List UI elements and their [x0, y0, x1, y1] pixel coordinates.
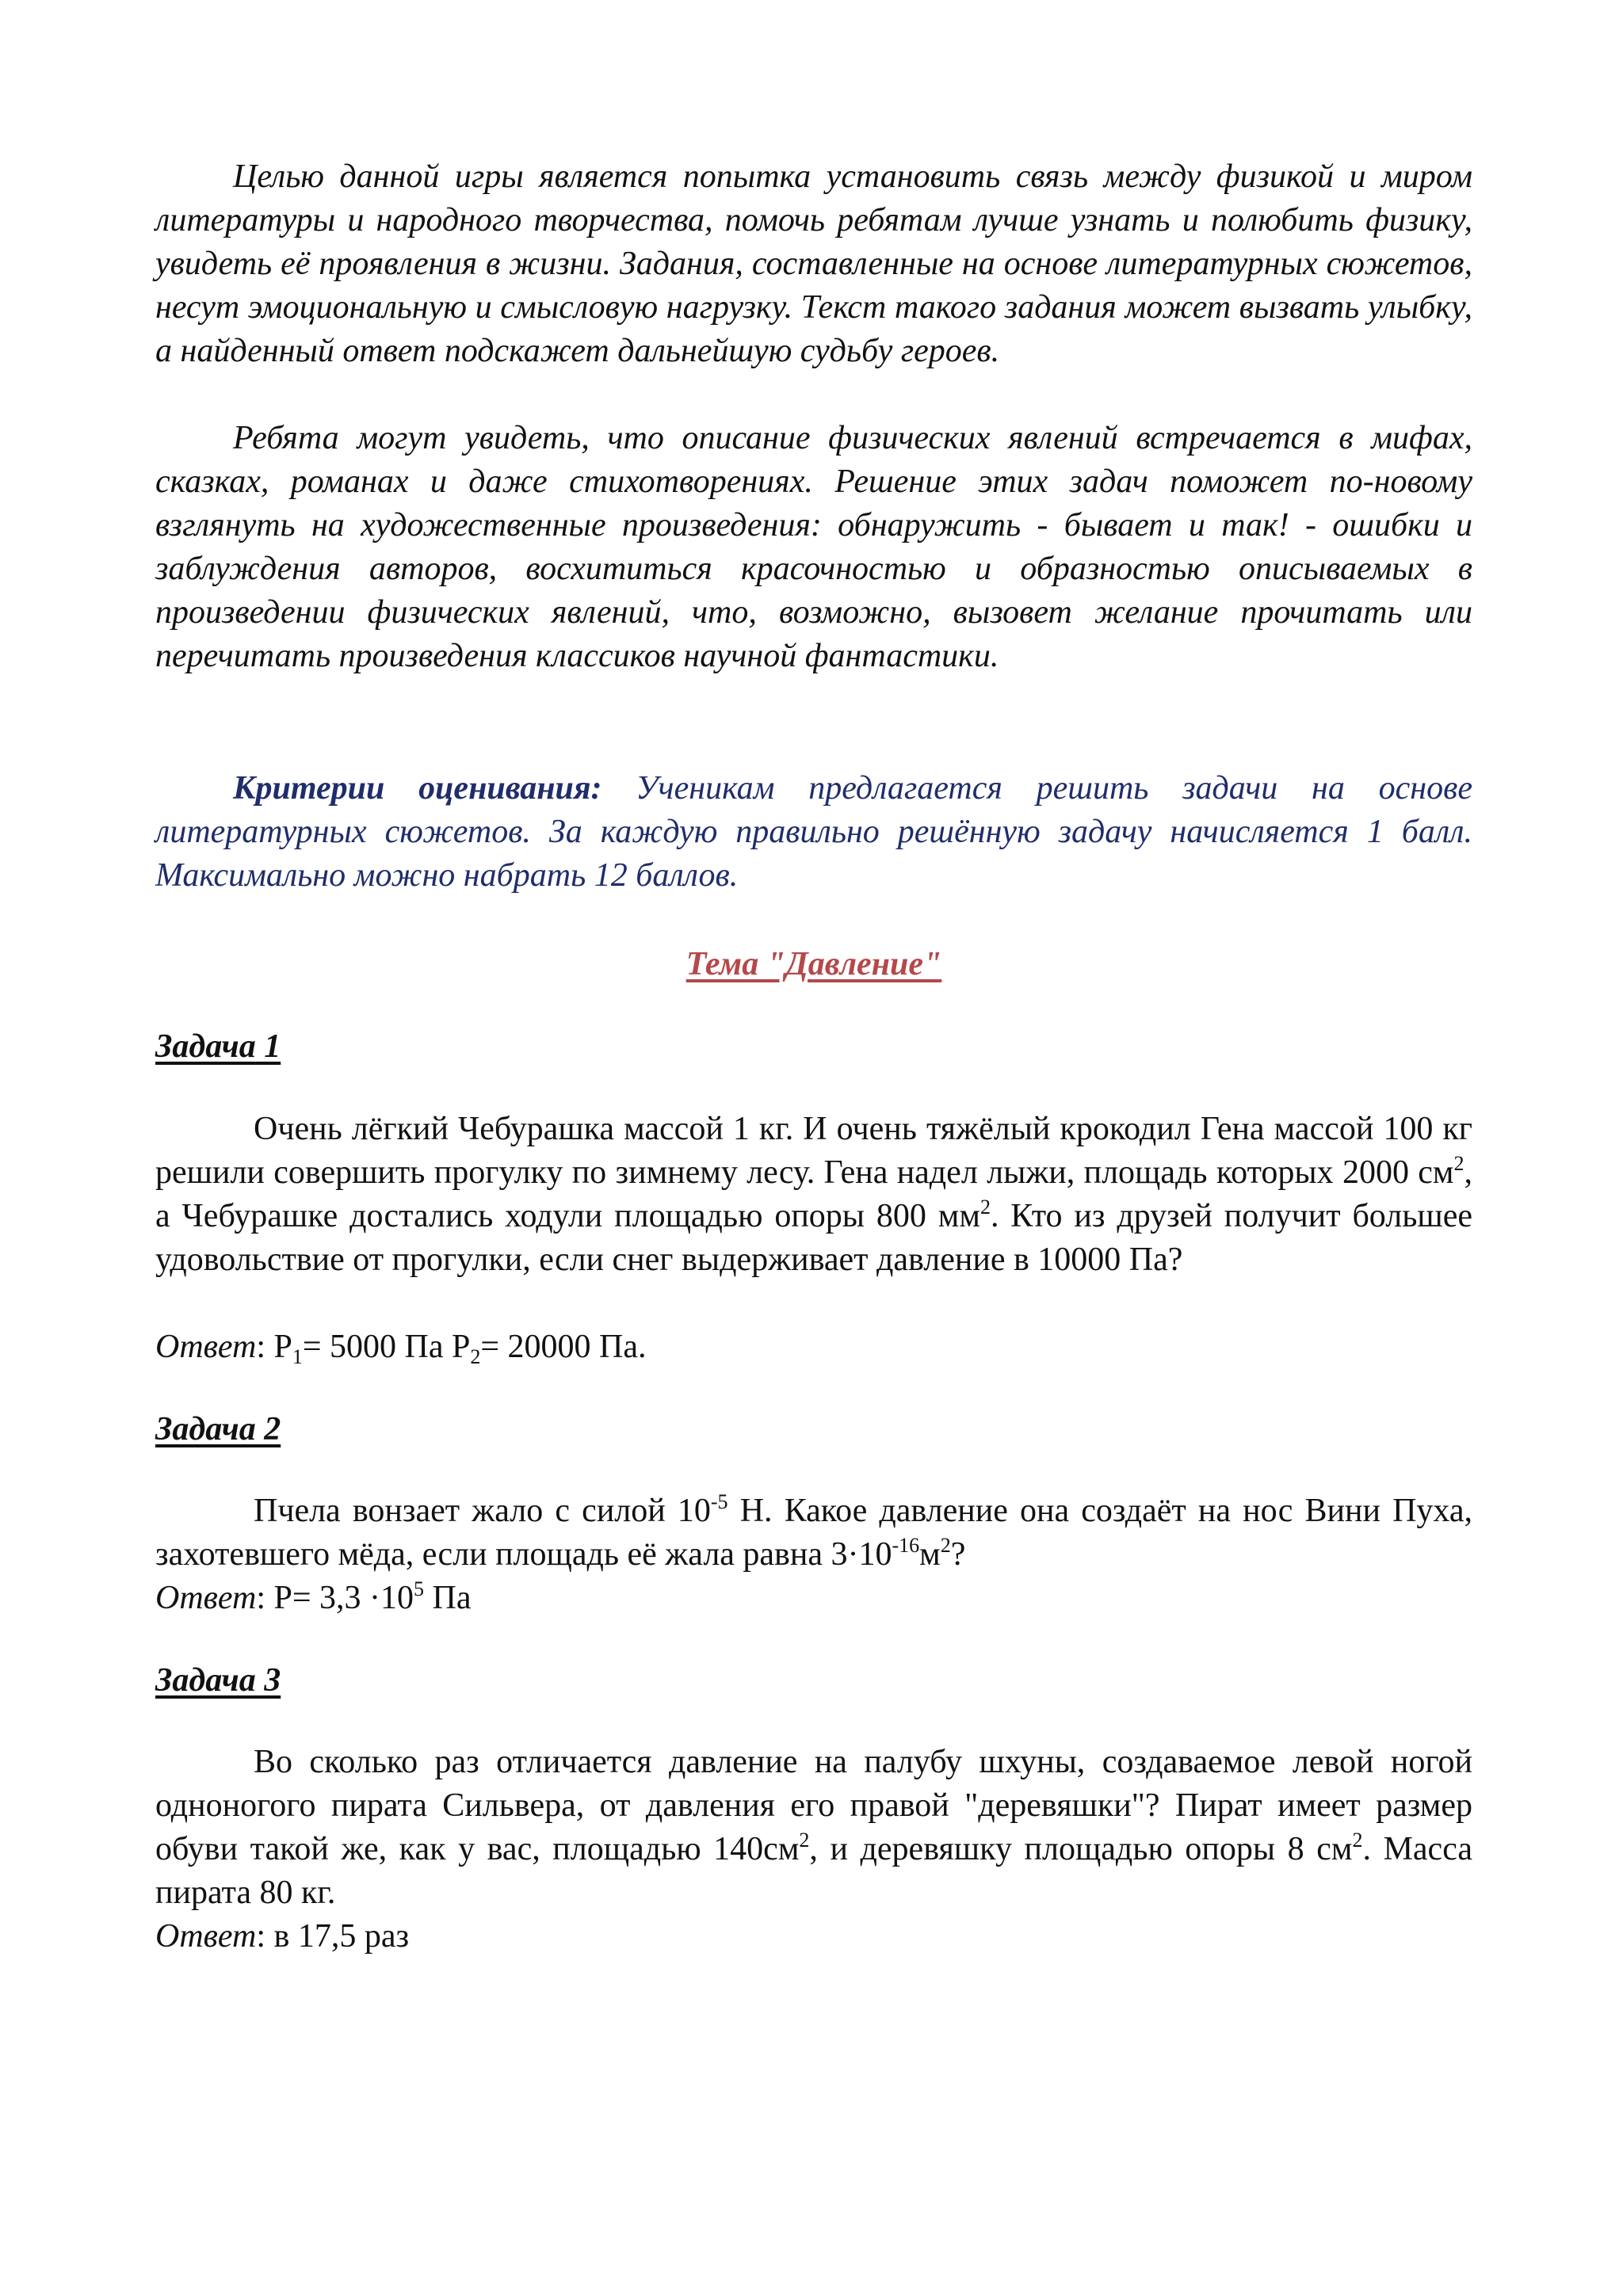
task-1-text: , а Чебурашке достались ходули площадью опоры 800 мм	[155, 1154, 1472, 1234]
answer-text: P= 3,3 ·10	[273, 1580, 414, 1616]
criteria-label: Критерии оценивания:	[233, 770, 602, 807]
answer-text: P	[273, 1329, 292, 1365]
task-1-sup: 2	[980, 1196, 991, 1219]
task-3-text: Во сколько раз отличается давление на палубу шхуны, создаваемое левой ногой одноногого пирата Сильвера, от давления его правой "деревяшки"? Пират имеет размер обуви такой же, как у вас, площадью 140см	[155, 1744, 1472, 1867]
task-3-text: . Масса пирата 80 кг.	[155, 1831, 1472, 1911]
answer-sup: 5	[414, 1577, 425, 1600]
answer-sub: 1	[292, 1345, 303, 1368]
task-2-text: ?	[950, 1536, 966, 1573]
answer-label: Ответ	[155, 1329, 257, 1365]
task-2-body	[155, 1489, 1472, 1577]
task-2-sup: -5	[710, 1490, 728, 1513]
answer-text: = 5000 Па P	[302, 1329, 471, 1365]
intro-paragraph-2: Ребята могут увидеть, что описание физических явлений встречается в мифах, сказках, романах и даже стихотворениях. Решение этих задач поможет по-новому взглянуть на художественные произведения: обнаружить - бывает и так! - ошибки и заблуждения авторов, восхититься красочностью и образностью описываемых в произведении физических явлений, что, возможно, вызовет желание прочитать или перечитать произведения классиков научной фантастики.	[155, 420, 1472, 674]
task-1-title: Задача 1	[155, 1028, 281, 1065]
task-2-text: Пчела вонзает жало с силой 10	[254, 1493, 711, 1529]
answer-label: Ответ	[155, 1580, 257, 1616]
task-1-text: . Кто из друзей получит большее удовольствие от прогулки, если снег выдерживает давление в 10000 Па?	[155, 1198, 1472, 1278]
task-2-sup: 2	[940, 1534, 951, 1557]
criteria-text: Ученикам предлагается решить задачи на основе литературных сюжетов. За каждую правильно решённую задачу начисляется 1 балл. Максимально можно набрать 12 баллов.	[155, 770, 1472, 894]
task-3-title: Задача 3	[155, 1662, 281, 1699]
task-1-body	[155, 1108, 1472, 1282]
criteria-paragraph	[155, 767, 1472, 898]
answer-text: Па	[424, 1580, 472, 1616]
task-1-text: Очень лёгкий Чебурашка массой 1 кг. И очень тяжёлый крокодил Гена массой 100 кг решили совершить прогулку по зимнему лесу. Гена надел лыжи, площадь которых 2000 см	[155, 1111, 1472, 1191]
task-2-sup: -16	[892, 1534, 920, 1557]
answer-label: Ответ	[155, 1918, 257, 1955]
task-2-text: м	[919, 1536, 941, 1573]
task-3-sup: 2	[799, 1829, 810, 1852]
task-3-sup: 2	[1352, 1829, 1363, 1852]
topic-heading: Тема "Давление"	[685, 946, 942, 982]
answer-sub: 2	[470, 1345, 481, 1368]
task-1-sup: 2	[1453, 1152, 1465, 1175]
task-2-answer: Ответ: $P= 3,3 \cdot 10^5$ Па	[155, 1577, 472, 1616]
answer-text: = 20000 Па.	[480, 1329, 647, 1365]
intro-paragraph-1: Целью данной игры является попытка установить связь между физикой и миром литературы и народного творчества, помочь ребятам лучше узнать и полюбить физику, увидеть её проявления в жизни. Задания, составленные на основе литературных сюжетов, несут эмоциональную и смысловую нагрузку. Текст такого задания может вызвать улыбку, а найденный ответ подскажет дальнейшую судьбу героев.	[155, 158, 1472, 369]
task-2-text: Н. Какое давление она создаёт на нос Вини Пуха, захотевшего мёда, если площадь её жала равна 3·10	[155, 1493, 1472, 1573]
task-3-answer: Ответ: в 17,5 раз	[155, 1918, 410, 1955]
answer-text: в 17,5 раз	[273, 1918, 410, 1955]
task-1-answer: Ответ: $P_1= 5000$ Па $P_2= 20000$ Па.	[155, 1329, 647, 1368]
task-2-title: Задача 2	[155, 1411, 281, 1447]
task-3-text: , и деревяшку площадью опоры 8 см	[809, 1831, 1353, 1867]
task-3-body	[155, 1741, 1472, 1915]
